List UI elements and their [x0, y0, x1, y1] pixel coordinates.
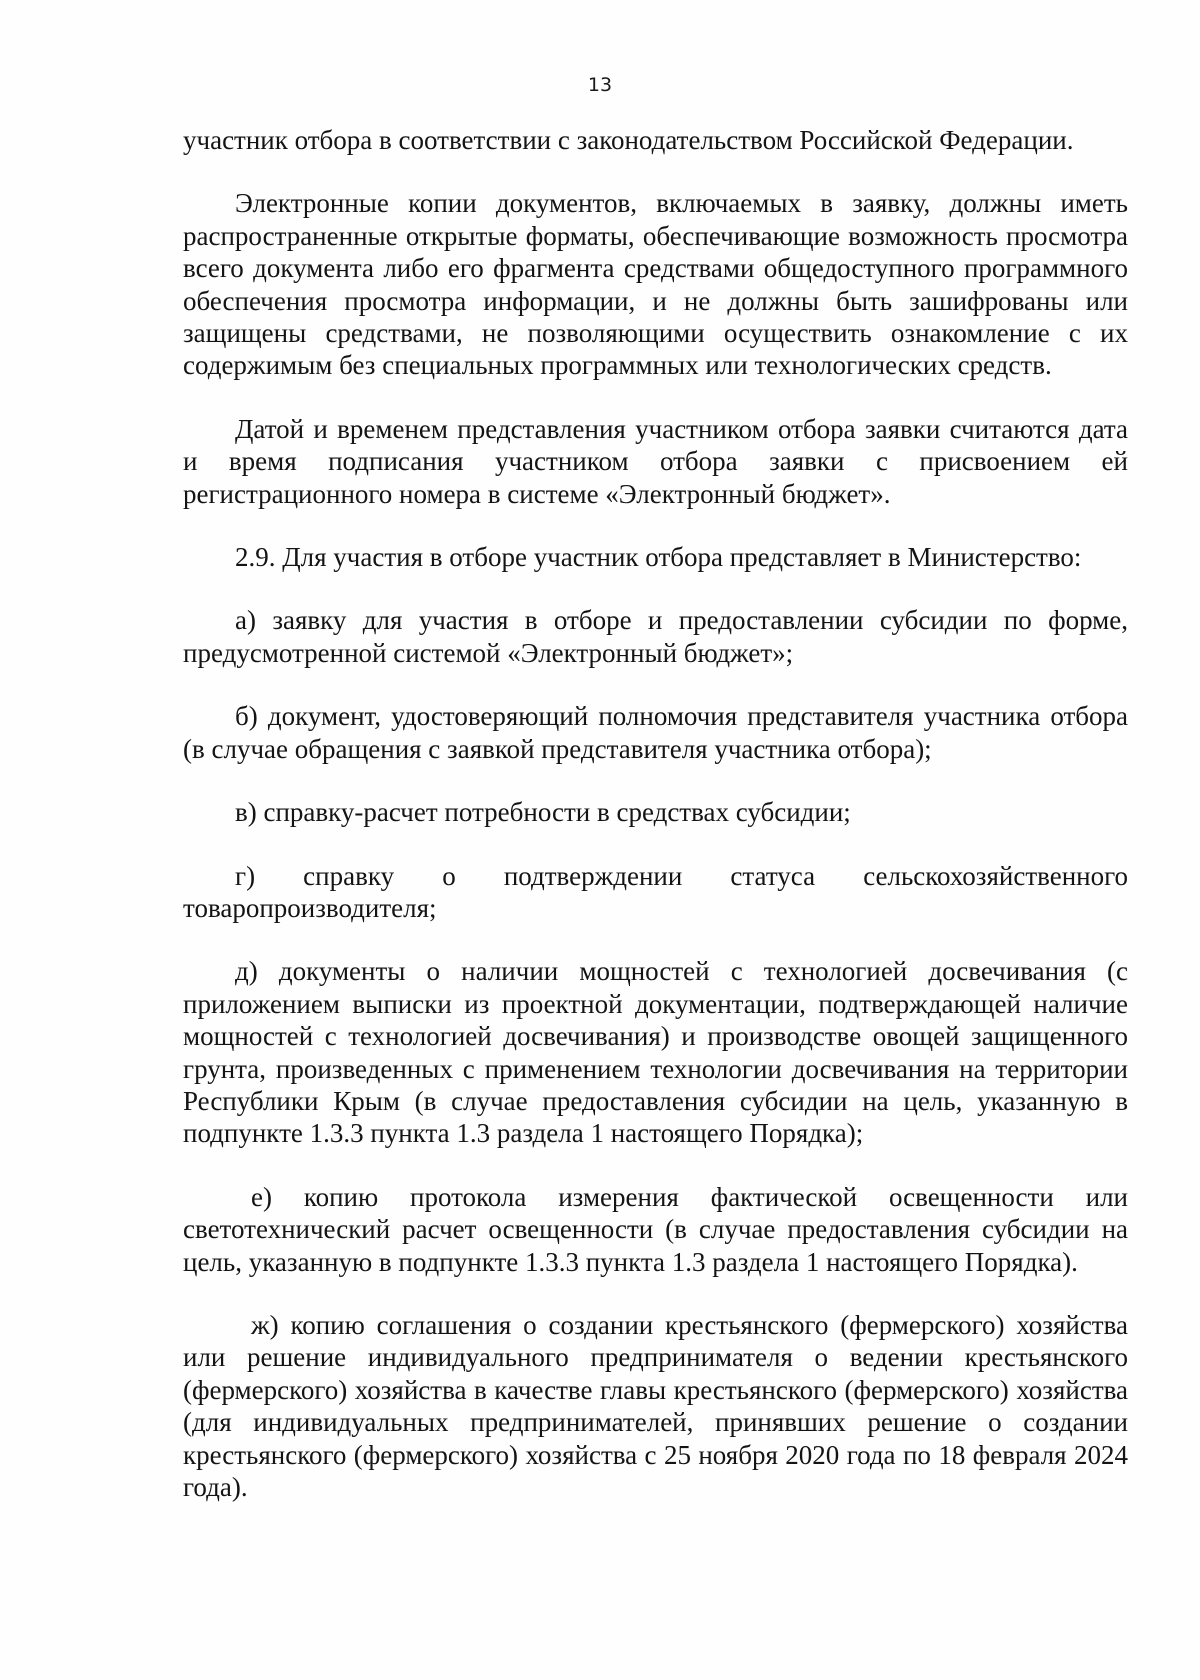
paragraph-continuation: участник отбора в соответствии с законодательством Российской Федерации. — [183, 125, 1074, 155]
list-item-b: б) документ, удостоверяющий полномочия представителя участника отбора (в случае обращения с заявкой представителя участника отбора); — [183, 701, 1128, 764]
paragraph-electronic-copies: Электронные копии документов, включаемых в заявку, должны иметь распространенные открытые форматы, обеспечивающие возможность просмотра всего документа либо его фрагмента средствами общедоступного программного обеспечения просмотра информации, и не должны быть зашифрованы или защищены средствами, не позволяющими осуществить ознакомление с их содержимым без специальных программных или технологических средств. — [183, 188, 1128, 381]
list-item-zh: ж) копию соглашения о создании крестьянского (фермерского) хозяйства или решение индивидуального предпринимателя о ведении крестьянского (фермерского) хозяйства в качестве главы крестьянского (фермерского) хозяйства (для индивидуальных предпринимателей, принявших решение о создании крестьянского (фермерского) хозяйства с 25 ноября 2020 года по 18 февраля 2024 года). — [183, 1309, 1128, 1502]
document-body — [183, 124, 1128, 1534]
list-item-d: д) документы о наличии мощностей с технологией досвечивания (с приложением выписки из проектной документации, подтверждающей наличие мощностей с технологией досвечивания) и производстве овощей защищенного грунта, произведенных с применением технологии досвечивания на территории Республики Крым (в случае предоставления субсидии на цель, указанную в подпункте 1.3.3 пункта 1.3 раздела 1 настоящего Порядка); — [183, 956, 1128, 1149]
list-item-a: а) заявку для участия в отборе и предоставлении субсидии по форме, предусмотренной системой «Электронный бюджет»; — [183, 605, 1128, 668]
list-item-e: е) копию протокола измерения фактической освещенности или светотехнический расчет освещенности (в случае предоставления субсидии на цель, указанную в подпункте 1.3.3 пункта 1.3 раздела 1 настоящего Порядка). — [183, 1181, 1128, 1277]
paragraph-submission-date: Датой и временем представления участником отбора заявки считаются дата и время подписания участником отбора заявки с присвоением ей регистрационного номера в системе «Электронный бюджет». — [183, 413, 1128, 509]
page-number: 13 — [587, 74, 613, 96]
list-item-g: г) справку о подтверждении статуса сельскохозяйственного товаропроизводителя; — [183, 860, 1128, 923]
list-item-v: в) справку-расчет потребности в средствах субсидии; — [235, 797, 851, 828]
paragraph-section-2-9: 2.9. Для участия в отборе участник отбора представляет в Министерство: — [235, 542, 1082, 573]
